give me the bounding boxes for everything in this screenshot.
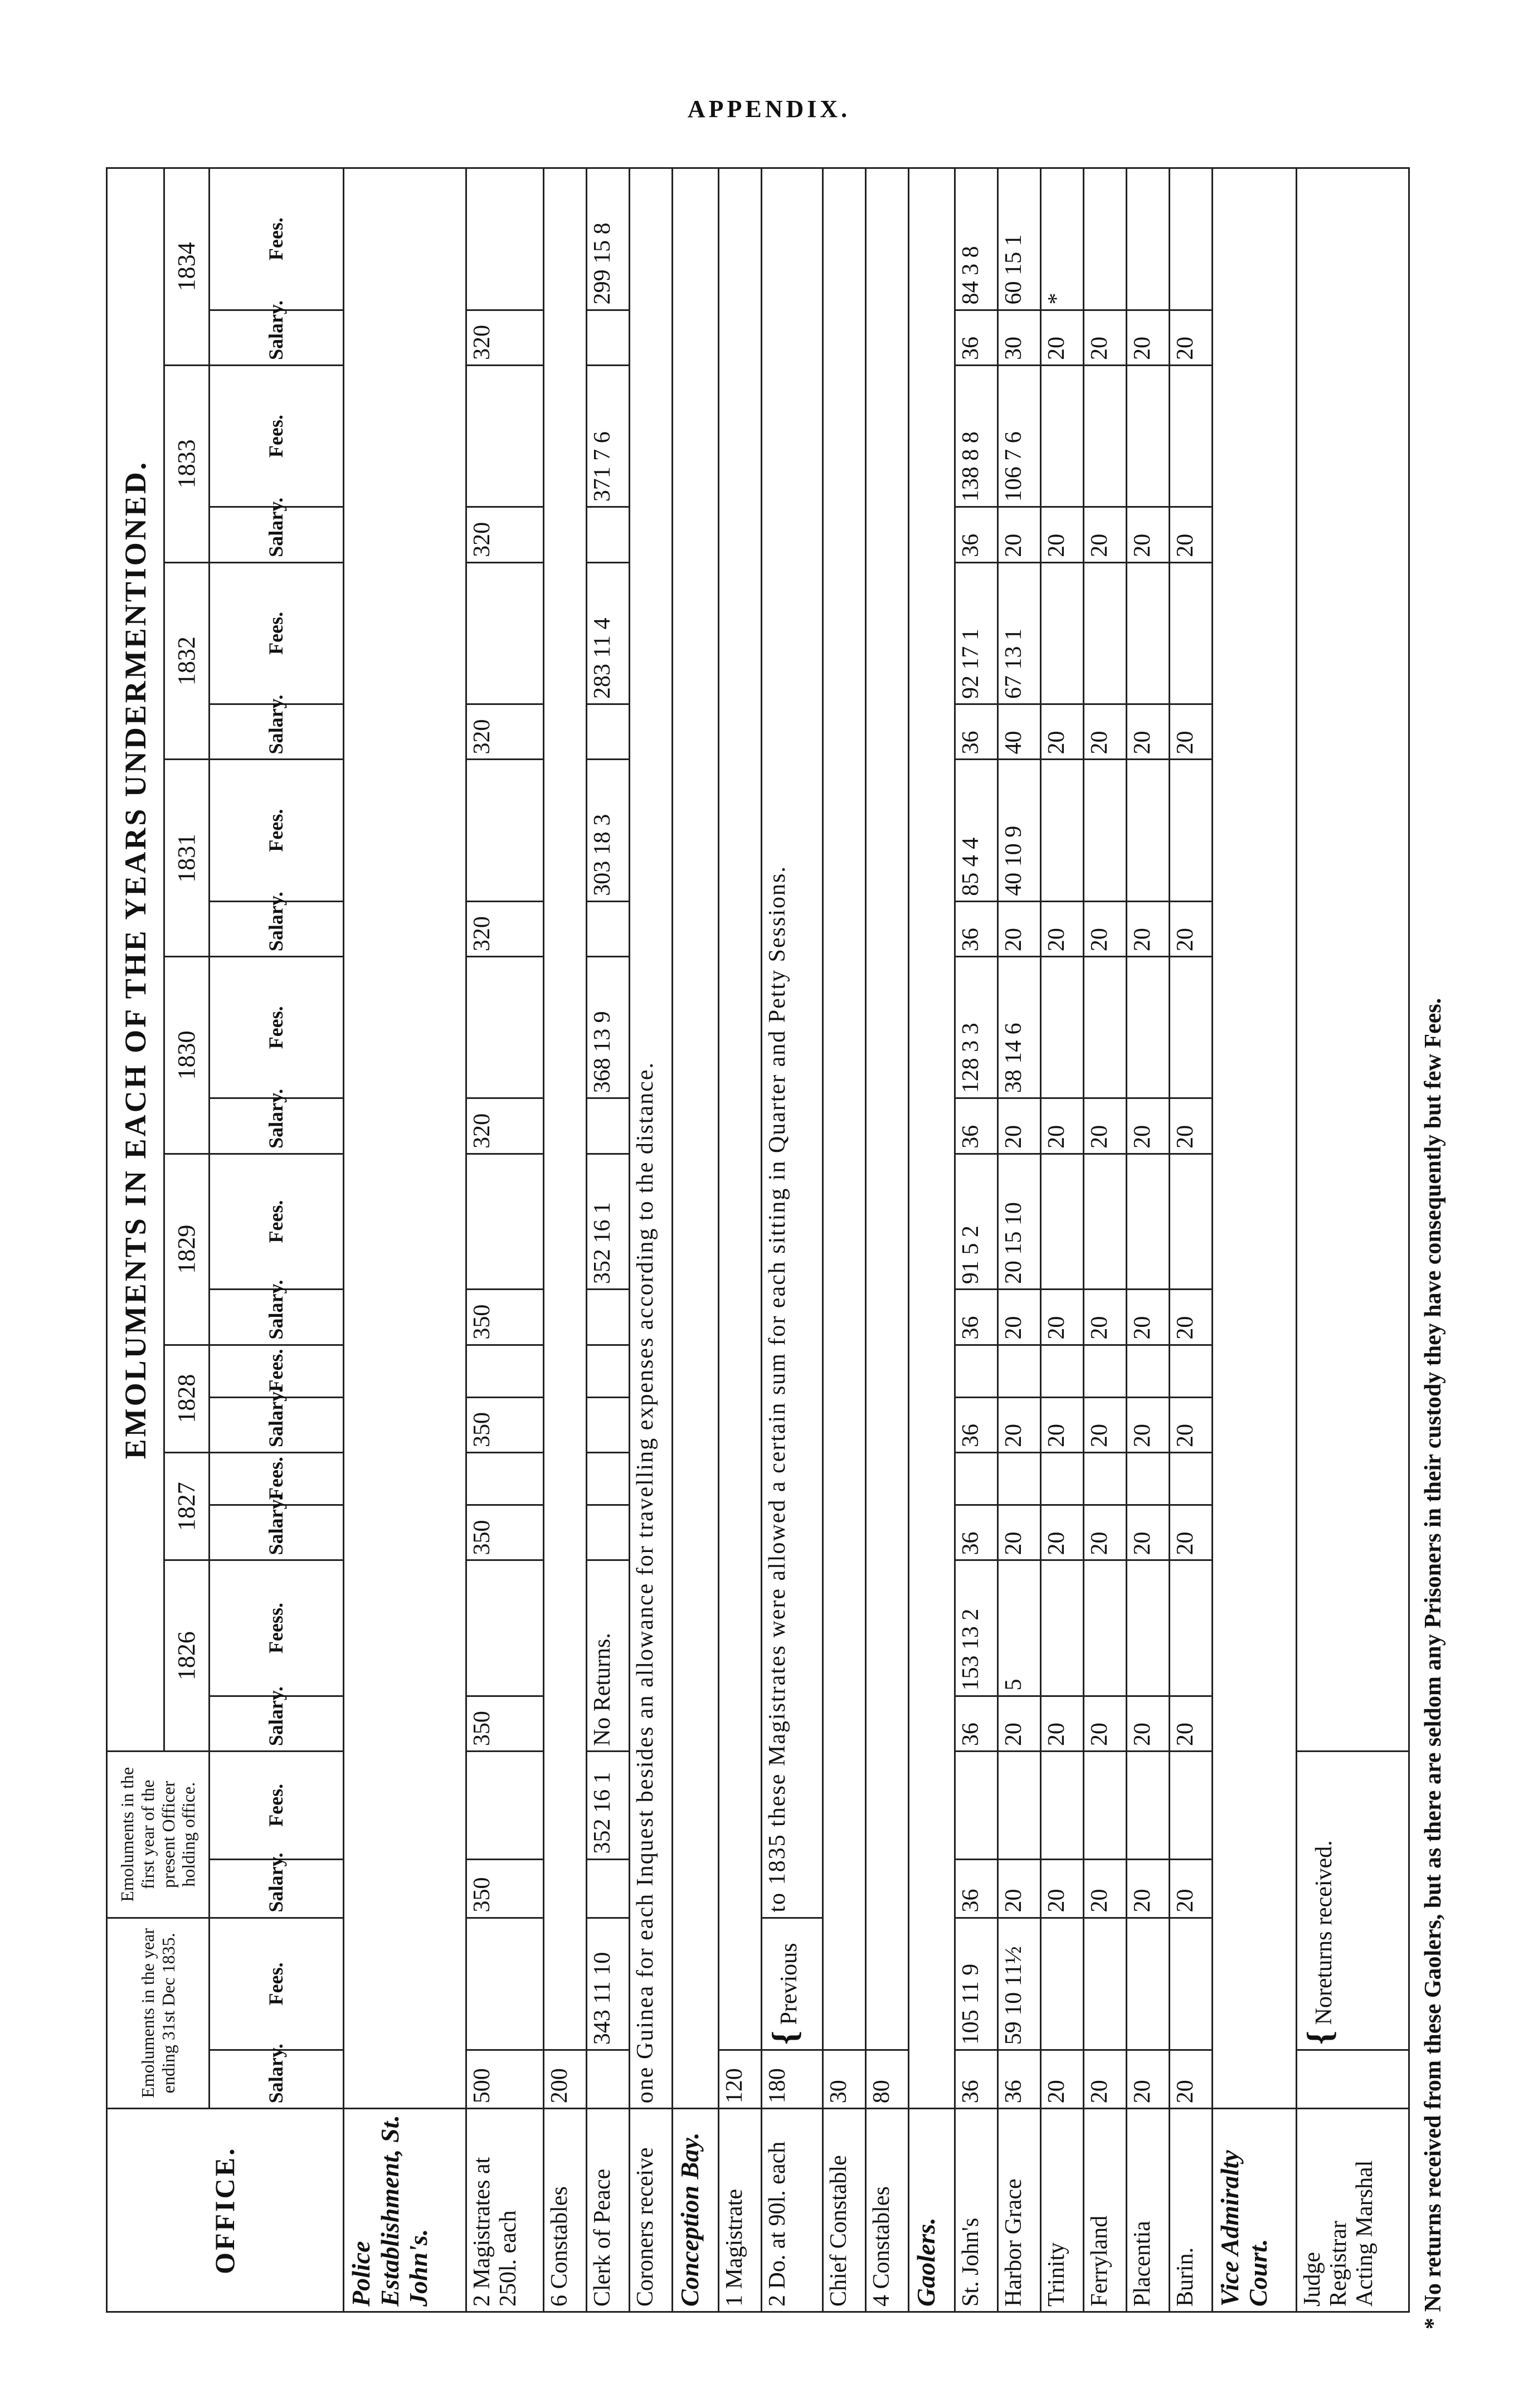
office-cell: Harbor Grace — [997, 2109, 1040, 2312]
fees-cell — [1169, 1154, 1212, 1289]
salary-cell: 320 — [466, 704, 543, 759]
fees-cell — [1126, 1345, 1169, 1397]
fees-cell — [1083, 1154, 1126, 1289]
no-returns-note: No Returns. — [587, 1560, 630, 1752]
office-header: OFFICE. — [107, 2109, 344, 2312]
fees-header: Fees. — [210, 1453, 344, 1505]
salary-cell: 20 — [1083, 704, 1126, 759]
fees-cell — [1126, 1560, 1169, 1696]
salary-cell: 20 — [1083, 1098, 1126, 1154]
fees-header: Fees. — [210, 562, 344, 704]
salary-cell: 20 — [1040, 1696, 1083, 1751]
footnote: * No returns received from these Gaolers, but as there are seldom any Prisoners in their custody they have consequently but few Fees. — [1420, 998, 1446, 2329]
table-row — [1040, 168, 1083, 2312]
salary-cell: 36 — [997, 2050, 1040, 2109]
office-cell: St. John's — [955, 2109, 997, 2312]
table-row — [955, 168, 997, 2312]
fees-cell — [1083, 1453, 1126, 1505]
fees-cell — [1040, 366, 1083, 507]
salary-cell: 20 — [1083, 310, 1126, 365]
salary-cell: 320 — [466, 1098, 543, 1154]
fees-cell: 343 11 10 — [587, 1918, 630, 2050]
salary-cell: 350 — [466, 1290, 543, 1345]
table-row — [544, 168, 587, 2312]
salary-cell: 20 — [1083, 901, 1126, 956]
salary-header: Salary. — [210, 1505, 344, 1560]
col-1835-header: Emoluments in the year ending 31st Dec 1835. — [107, 1918, 210, 2109]
emoluments-header: EMOLUMENTS IN EACH OF THE YEARS UNDERMENTIONED. — [107, 168, 164, 1752]
office-cell — [1297, 2109, 1409, 2312]
salary-cell: 500 — [466, 2050, 543, 2109]
fees-cell: 128 3 3 — [955, 957, 997, 1098]
fees-cell — [1040, 1560, 1083, 1696]
office-cell: 4 Constables — [865, 2109, 908, 2312]
fees-cell: 59 10 11½ — [997, 1918, 1040, 2050]
salary-header: Salary. — [210, 1397, 344, 1452]
section-gaolers: Gaolers. — [908, 2109, 955, 2312]
salary-cell: 20 — [1126, 704, 1169, 759]
fees-cell — [1169, 1345, 1212, 1397]
fees-cell — [1040, 1345, 1083, 1397]
fees-cell: 40 10 9 — [997, 760, 1040, 901]
salary-cell: 20 — [1169, 1098, 1212, 1154]
section-police: Police Establishment, St. John's. — [344, 2109, 466, 2312]
salary-cell: 20 — [1083, 1505, 1126, 1560]
salary-cell: 20 — [997, 507, 1040, 562]
fees-cell — [997, 1453, 1040, 1505]
fees-cell: 352 16 1 — [587, 1154, 630, 1289]
fees-cell: 299 15 8 — [587, 168, 630, 310]
fees-cell: 138 8 8 — [955, 366, 997, 507]
fees-cell — [1083, 1752, 1126, 1859]
salary-cell: 350 — [466, 1505, 543, 1560]
fees-cell — [955, 1345, 997, 1397]
fees-cell: 84 3 8 — [955, 168, 997, 310]
fees-cell — [1083, 1918, 1126, 2050]
fees-cell — [1040, 1752, 1083, 1859]
salary-cell: 20 — [1126, 1098, 1169, 1154]
salary-cell: 20 — [1083, 1696, 1126, 1751]
emoluments-table-rotated — [106, 167, 1410, 2313]
salary-cell: 320 — [466, 507, 543, 562]
salary-header: Salary. — [210, 704, 344, 759]
fees-header: Fees. — [210, 957, 344, 1098]
office-cell: Placentia — [1126, 2109, 1169, 2312]
salary-cell: 20 — [1126, 1290, 1169, 1345]
fees-cell — [1169, 1453, 1212, 1505]
coroners-note: one Guinea for each Inquest besides an allowance for travelling expenses according to the distance. — [630, 168, 673, 2109]
office-acting-marshal: Acting Marshal — [1352, 2160, 1378, 2307]
office-registrar: Registrar — [1326, 2221, 1352, 2307]
salary-cell: 20 — [1040, 704, 1083, 759]
fees-cell — [955, 1453, 997, 1505]
table-row — [822, 168, 865, 2312]
fees-cell — [1040, 957, 1083, 1098]
table-row — [865, 168, 908, 2312]
fees-mark-cell: * — [1040, 168, 1083, 310]
fees-cell: 38 14 6 — [997, 957, 1040, 1098]
fees-cell — [1169, 1918, 1212, 2050]
salary-cell: 120 — [719, 2050, 762, 2109]
fees-cell — [1083, 366, 1126, 507]
salary-header: Salary. — [210, 2050, 344, 2109]
fees-cell — [1169, 366, 1212, 507]
fees-cell — [1083, 562, 1126, 704]
salary-cell: 20 — [997, 1696, 1040, 1751]
salary-cell: 20 — [1040, 507, 1083, 562]
salary-cell: 30 — [997, 310, 1040, 365]
office-cell: Chief Constable — [822, 2109, 865, 2312]
fees-cell — [1040, 562, 1083, 704]
fees-cell — [1126, 1752, 1169, 1859]
fees-cell: 60 15 1 — [997, 168, 1040, 310]
year-1833: 1833 — [164, 366, 210, 563]
fees-cell: 106 7 6 — [997, 366, 1040, 507]
salary-cell: 80 — [865, 2050, 908, 2109]
salary-cell: 20 — [1040, 1397, 1083, 1452]
fees-cell: 92 17 1 — [955, 562, 997, 704]
fees-header: Fees. — [210, 760, 344, 901]
salary-cell: 20 — [1126, 901, 1169, 956]
fees-cell — [1169, 957, 1212, 1098]
salary-cell: 320 — [466, 310, 543, 365]
salary-cell: 20 — [1083, 2050, 1126, 2109]
salary-cell: 20 — [1169, 901, 1212, 956]
fees-cell — [1126, 1918, 1169, 2050]
fees-cell: 352 16 1 — [587, 1752, 630, 1859]
salary-cell: 20 — [1126, 1696, 1169, 1751]
office-cell: Coroners receive — [630, 2109, 673, 2312]
page-header: APPENDIX. — [687, 95, 851, 123]
fees-header: Fees. — [210, 1752, 344, 1859]
salary-cell: 20 — [1169, 704, 1212, 759]
fees-cell — [1126, 1154, 1169, 1289]
salary-cell: 36 — [955, 2050, 997, 2109]
salary-cell: 320 — [466, 901, 543, 956]
fees-cell — [1126, 562, 1169, 704]
previous-note-prefix: Previous — [776, 1943, 802, 2025]
fees-cell — [1040, 1154, 1083, 1289]
salary-cell: 20 — [997, 1098, 1040, 1154]
office-cell: Trinity — [1040, 2109, 1083, 2312]
salary-cell: 350 — [466, 1397, 543, 1452]
magistrates-sessions-note: to 1835 these Magistrates were allowed a certain sum for each sitting in Quarter and Petty Sessions. — [762, 168, 823, 1918]
salary-cell: 20 — [1169, 1859, 1212, 1918]
fees-header: Fees. — [210, 1345, 344, 1397]
salary-cell: 40 — [997, 704, 1040, 759]
salary-header: Salary. — [210, 507, 344, 562]
salary-cell: 20 — [1169, 1397, 1212, 1452]
fees-cell — [1126, 1453, 1169, 1505]
salary-cell: 20 — [997, 1505, 1040, 1560]
salary-cell: 20 — [1169, 2050, 1212, 2109]
fees-cell — [1126, 957, 1169, 1098]
fees-cell: 105 11 9 — [955, 1918, 997, 2050]
year-1830: 1830 — [164, 957, 210, 1154]
salary-header: Salary. — [210, 1859, 344, 1918]
table-row — [1126, 168, 1169, 2312]
fees-cell — [1083, 760, 1126, 901]
fees-cell: 368 13 9 — [587, 957, 630, 1098]
salary-cell: 20 — [1169, 1505, 1212, 1560]
salary-cell: 20 — [1126, 1505, 1169, 1560]
salary-cell: 20 — [1169, 1696, 1212, 1751]
salary-cell: 180 — [762, 2050, 823, 2109]
salary-cell: 20 — [1083, 1859, 1126, 1918]
salary-header: Salary. — [210, 310, 344, 365]
fees-cell: 91 5 2 — [955, 1154, 997, 1289]
salary-cell: 20 — [1040, 1098, 1083, 1154]
salary-header: Salary. — [210, 1290, 344, 1345]
fees-cell — [955, 1752, 997, 1859]
salary-cell: 20 — [1040, 1290, 1083, 1345]
fees-header: Fees. — [210, 1918, 344, 2050]
salary-cell: 20 — [1040, 310, 1083, 365]
salary-cell: 20 — [1040, 1859, 1083, 1918]
table-row — [762, 168, 823, 2312]
salary-cell: 20 — [997, 1859, 1040, 1918]
salary-cell: 36 — [955, 1397, 997, 1452]
salary-cell: 20 — [1169, 310, 1212, 365]
fees-header: Fees. — [210, 168, 344, 310]
salary-cell: 20 — [997, 1397, 1040, 1452]
salary-cell: 20 — [997, 901, 1040, 956]
salary-cell: 20 — [1126, 2050, 1169, 2109]
fees-cell — [1083, 168, 1126, 310]
fees-header: Fees. — [210, 366, 344, 507]
office-cell: Burin. — [1169, 2109, 1212, 2312]
table-row — [466, 168, 543, 2312]
section-row — [673, 168, 719, 2312]
salary-cell: 36 — [955, 507, 997, 562]
fees-cell — [1040, 760, 1083, 901]
fees-header: Feess. — [210, 1560, 344, 1696]
salary-cell: 350 — [466, 1859, 543, 1918]
section-row — [344, 168, 466, 2312]
salary-cell: 20 — [1083, 1397, 1126, 1452]
salary-cell: 36 — [955, 1290, 997, 1345]
fees-cell: 153 13 2 — [955, 1560, 997, 1696]
table-row — [719, 168, 762, 2312]
office-cell: Ferryland — [1083, 2109, 1126, 2312]
salary-cell: 36 — [955, 1505, 997, 1560]
salary-cell: 36 — [955, 1098, 997, 1154]
table-row — [1083, 168, 1126, 2312]
year-1834: 1834 — [164, 168, 210, 366]
fees-cell: 5 — [997, 1560, 1040, 1696]
table-row — [1169, 168, 1212, 2312]
fees-cell — [1169, 1560, 1212, 1696]
salary-cell: 20 — [1169, 1290, 1212, 1345]
salary-cell: 200 — [544, 2050, 587, 2109]
brace-icon: { — [1299, 2031, 1340, 2045]
fees-cell: 371 7 6 — [587, 366, 630, 507]
fees-cell: 283 11 4 — [587, 562, 630, 704]
fees-cell — [1126, 760, 1169, 901]
salary-cell: 20 — [1040, 2050, 1083, 2109]
salary-cell: 36 — [955, 901, 997, 956]
section-row — [1212, 168, 1296, 2312]
fees-cell — [1083, 1345, 1126, 1397]
fees-cell — [1040, 1453, 1083, 1505]
salary-cell: 350 — [466, 1696, 543, 1751]
salary-cell: 20 — [1126, 507, 1169, 562]
salary-cell: 20 — [1126, 1859, 1169, 1918]
fees-cell — [1040, 1918, 1083, 2050]
office-cell: 2 Do. at 90l. each — [762, 2109, 823, 2312]
brace-icon: { — [765, 2031, 805, 2045]
year-1828: 1828 — [164, 1345, 210, 1452]
salary-cell: 36 — [955, 704, 997, 759]
year-1832: 1832 — [164, 562, 210, 760]
fees-cell — [1083, 1560, 1126, 1696]
salary-cell: 36 — [955, 1859, 997, 1918]
salary-header: Salary. — [210, 901, 344, 956]
salary-cell: 20 — [997, 1290, 1040, 1345]
year-1829: 1829 — [164, 1154, 210, 1345]
fees-header: Fees. — [210, 1154, 344, 1289]
salary-cell: 20 — [1126, 310, 1169, 365]
office-cell: 1 Magistrate — [719, 2109, 762, 2312]
fees-cell: 20 15 10 — [997, 1154, 1040, 1289]
fees-cell — [997, 1345, 1040, 1397]
fees-cell — [1169, 562, 1212, 704]
year-1831: 1831 — [164, 760, 210, 957]
fees-cell — [1169, 1752, 1212, 1859]
gaoler-rows — [955, 168, 1212, 2312]
no-returns-note: Noreturns received. — [1311, 1840, 1337, 2025]
year-1826: 1826 — [164, 1560, 210, 1752]
salary-cell: 20 — [1040, 1505, 1083, 1560]
fees-cell: 85 4 4 — [955, 760, 997, 901]
fees-cell — [1169, 760, 1212, 901]
salary-cell: 20 — [1169, 507, 1212, 562]
col-first-year-header: Emoluments in the first year of the present Officer holding office. — [107, 1752, 210, 1918]
office-cell: Clerk of Peace — [587, 2109, 630, 2312]
office-cell: 6 Constables — [544, 2109, 587, 2312]
salary-cell: 20 — [1126, 1397, 1169, 1452]
year-1827: 1827 — [164, 1453, 210, 1560]
table-row — [630, 168, 673, 2312]
section-row — [908, 168, 955, 2312]
fees-cell — [1083, 957, 1126, 1098]
salary-cell: 20 — [1083, 507, 1126, 562]
table-row — [587, 168, 630, 2312]
salary-cell: 30 — [822, 2050, 865, 2109]
section-conception-bay: Conception Bay. — [673, 2109, 719, 2312]
office-cell: 2 Magistrates at 250l. each — [466, 2109, 543, 2312]
fees-cell — [1126, 168, 1169, 310]
office-judge: Judge — [1299, 2252, 1326, 2307]
table-row — [997, 168, 1040, 2312]
salary-cell: 36 — [955, 1696, 997, 1751]
fees-cell: 303 18 3 — [587, 760, 630, 901]
salary-header: Salary. — [210, 1696, 344, 1751]
salary-cell: 36 — [955, 310, 997, 365]
fees-cell — [997, 1752, 1040, 1859]
section-vice-admiralty: Vice Admiralty Court. — [1212, 2109, 1296, 2312]
salary-header: Salary. — [210, 1098, 344, 1154]
table-row — [1297, 168, 1409, 2312]
fees-cell — [1126, 366, 1169, 507]
emoluments-table — [106, 167, 1410, 2313]
salary-cell: 20 — [1083, 1290, 1126, 1345]
salary-cell: 20 — [1040, 901, 1083, 956]
fees-cell: 67 13 1 — [997, 562, 1040, 704]
fees-cell — [1169, 168, 1212, 310]
